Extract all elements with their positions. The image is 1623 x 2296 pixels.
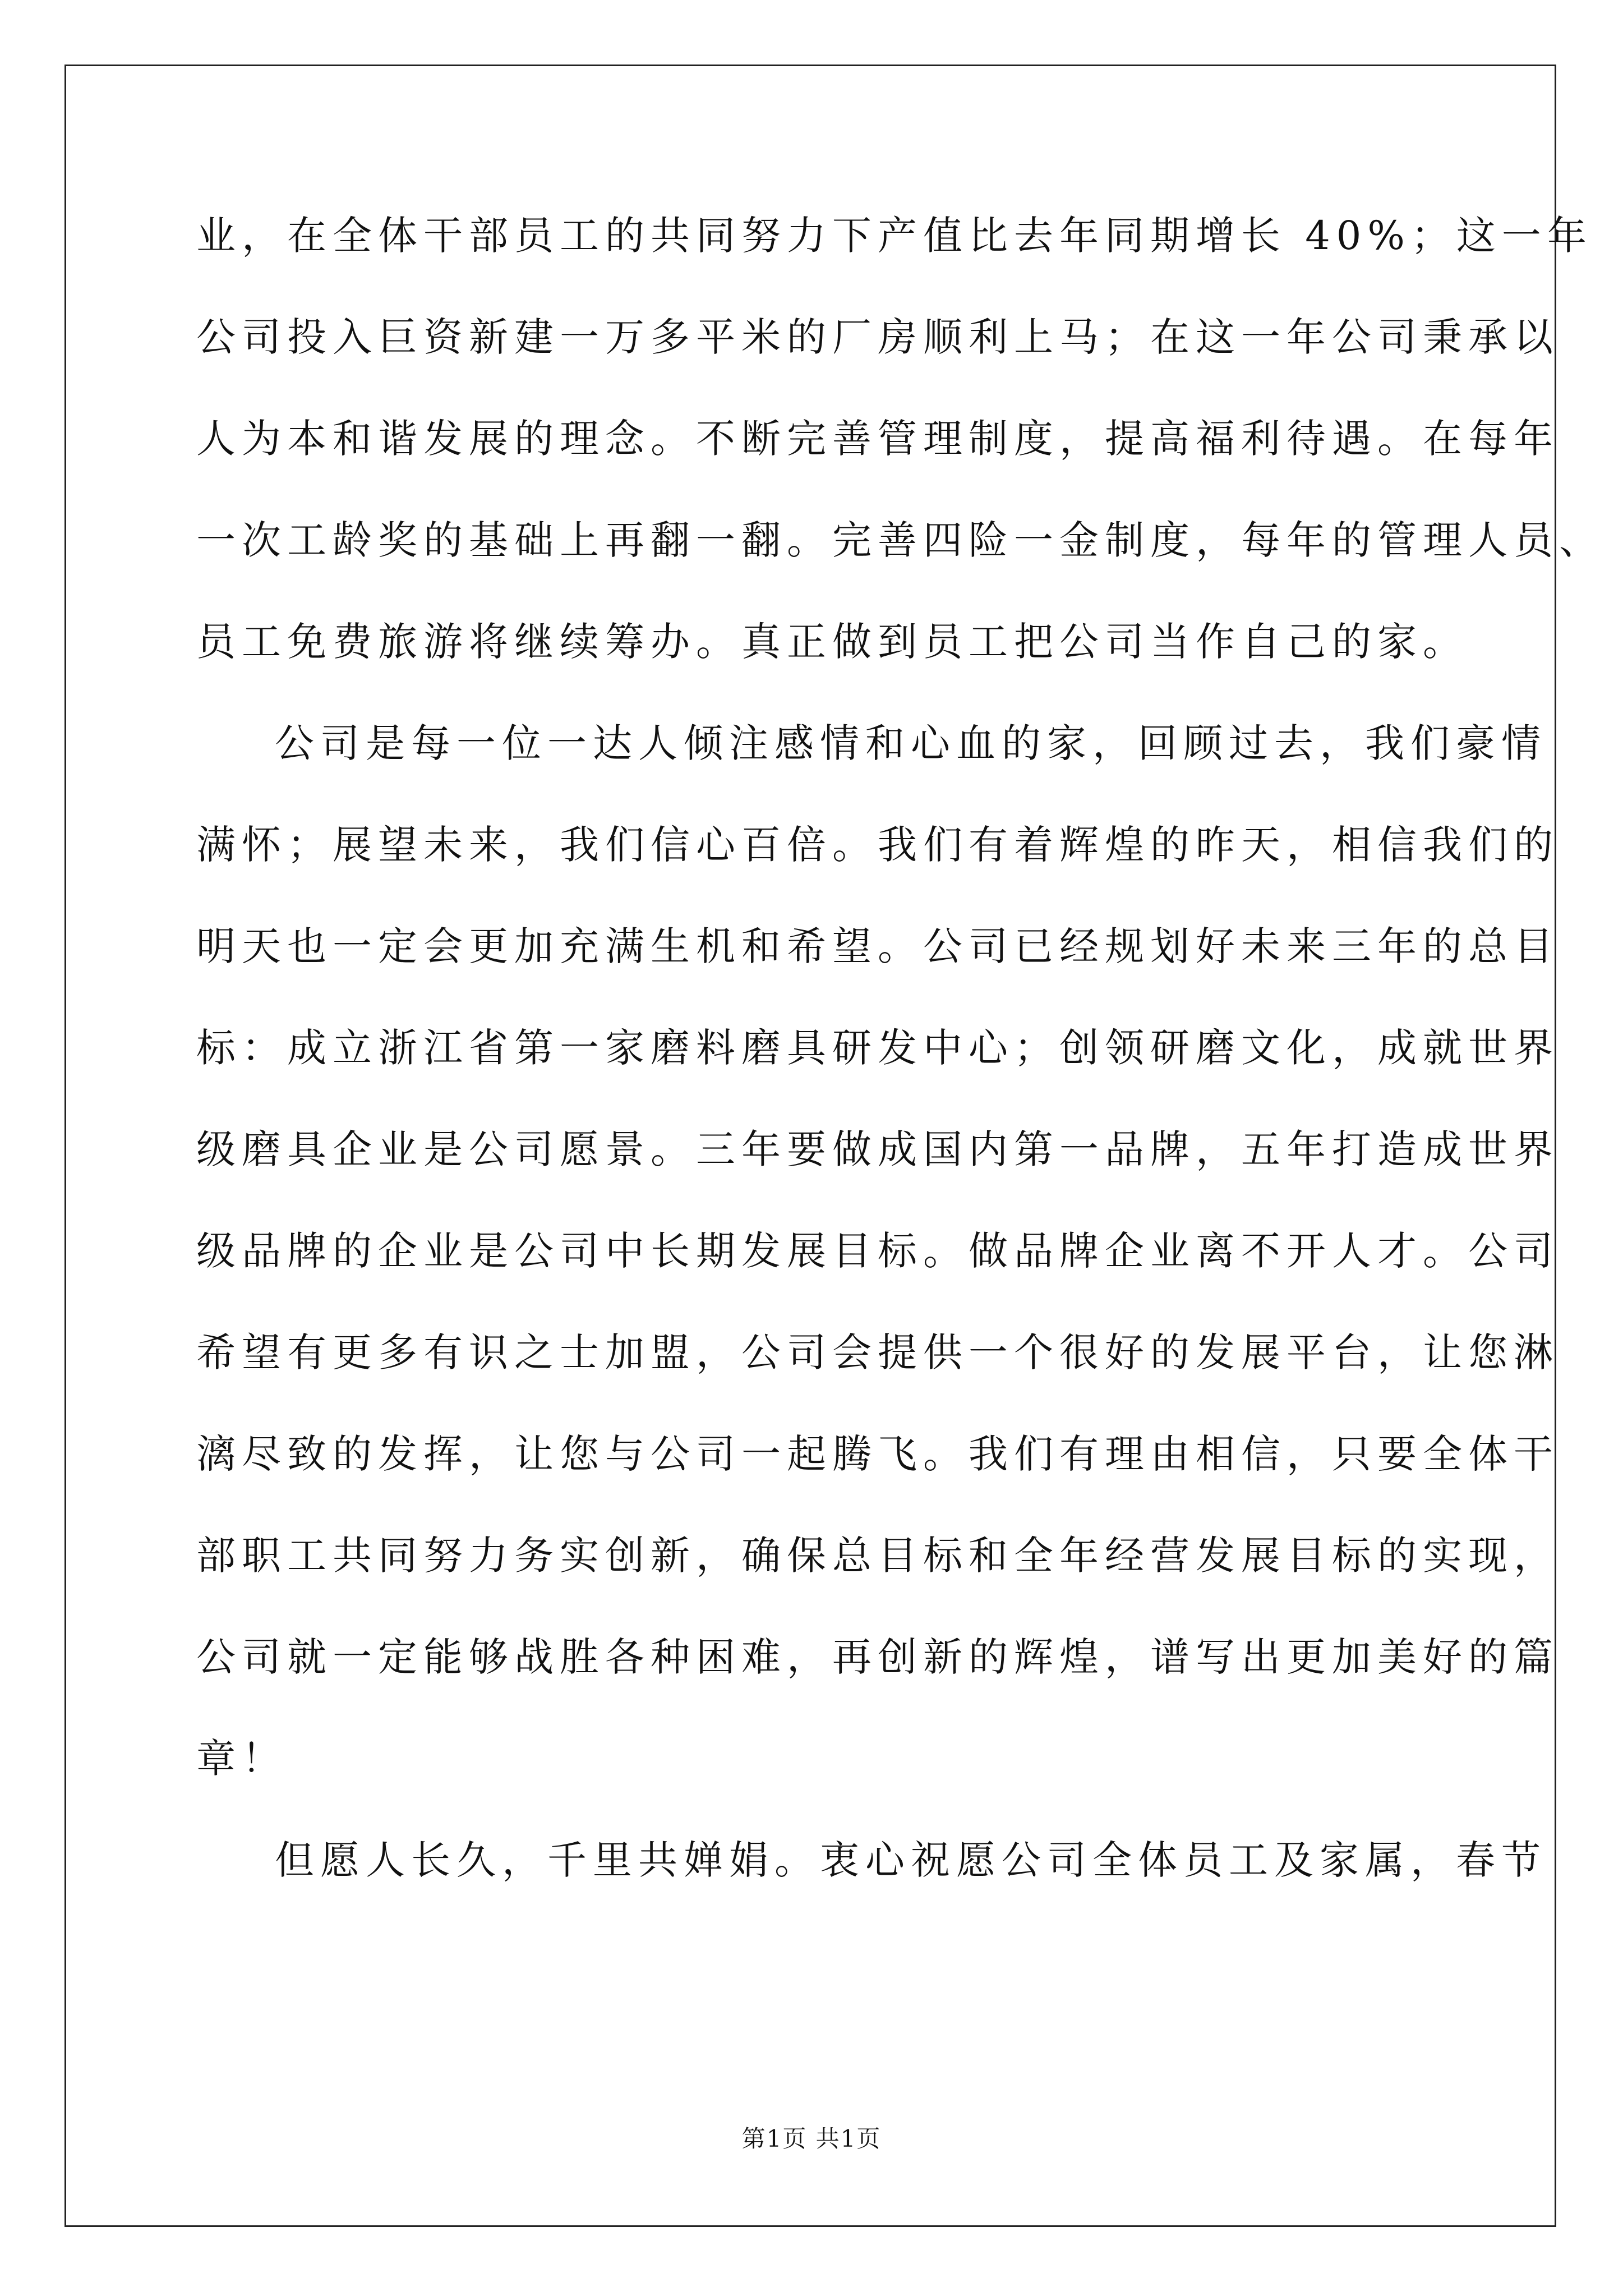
- text-line: 级磨具企业是公司愿景。三年要做成国内第一品牌，五年打造成世界: [196, 1126, 1559, 1172]
- text-line: 部职工共同努力务实创新，确保总目标和全年经营发展目标的实现，: [196, 1533, 1559, 1579]
- paragraph-start-line: 公司是每一位一达人倾注感情和心血的家，回顾过去，我们豪情: [275, 720, 1547, 766]
- text-line: 希望有更多有识之士加盟，公司会提供一个很好的发展平台，让您淋: [196, 1329, 1559, 1375]
- text-line: 员工免费旅游将继续筹办。真正做到员工把公司当作自己的家。: [196, 619, 1468, 665]
- text-line: 业，在全体干部员工的共同努力下产值比去年同期增长 40%；这一年: [196, 213, 1593, 259]
- text-line: 明天也一定会更加充满生机和希望。公司已经规划好未来三年的总目: [196, 923, 1559, 969]
- text-line: 标：成立浙江省第一家磨料磨具研发中心；创领研磨文化，成就世界: [196, 1025, 1559, 1071]
- text-line: 级品牌的企业是公司中长期发展目标。做品牌企业离不开人才。公司: [196, 1228, 1559, 1274]
- text-line: 满怀；展望未来，我们信心百倍。我们有着辉煌的昨天，相信我们的: [196, 822, 1559, 868]
- text-line: 章！: [196, 1736, 287, 1782]
- text-line: 公司就一定能够战胜各种困难，再创新的辉煌，谱写出更加美好的篇: [196, 1634, 1559, 1680]
- page-footer: 第1页 共1页: [741, 2125, 882, 2152]
- text-line: 公司投入巨资新建一万多平米的厂房顺利上马；在这一年公司秉承以: [196, 314, 1559, 360]
- paragraph-start-line: 但愿人长久，千里共婵娟。衷心祝愿公司全体员工及家属，春节: [275, 1837, 1547, 1883]
- text-line: 漓尽致的发挥，让您与公司一起腾飞。我们有理由相信，只要全体干: [196, 1431, 1559, 1477]
- text-line: 人为本和谐发展的理念。不断完善管理制度，提高福利待遇。在每年: [196, 416, 1559, 462]
- text-line: 一次工龄奖的基础上再翻一翻。完善四险一金制度，每年的管理人员、: [196, 517, 1604, 563]
